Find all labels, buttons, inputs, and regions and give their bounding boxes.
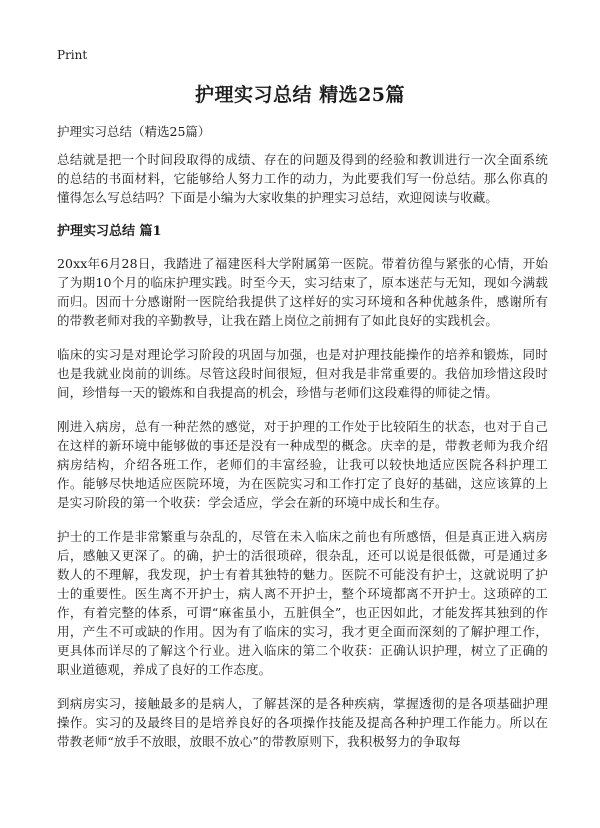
body-paragraph-3: 刚进入病房，总有一种茫然的感觉，对于护理的工作处于比较陌生的状态，也对于自己在这样的新环境中能够做的事还是没有一种成型的概念。庆幸的是，带教老师为我介绍病房结构，介绍各班工作，老师们的丰富经验，让我可以较快地适应医院各科护理工作。能够尽快地适应医院环境，为在医院实习和工作打定了良好的基础，这应该算的上是实习阶段的第一个收获：学会适应，学会在新的环境中成长和生存。 bbox=[57, 419, 548, 510]
section-heading: 护理实习总结 篇1 bbox=[57, 224, 162, 239]
body-paragraph-4: 护士的工作是非常繁重与杂乱的，尽管在未入临床之前也有所感悟，但是真正进入病房后，感触又更深了。的确，护士的活很琐碎，很杂乱，还可以说是很低微，可是通过多数人的不理解，我发现，护士有着其独特的魅力。医院不可能没有护士，这就说明了护士的重要性。医生离不开护士，病人离不开护士，整个环境都离不开护士。这琐碎的工作，有着完整的体系，可谓“麻雀虽小，五脏俱全”，也正因如此，才能发挥其独到的作用，产生不可或缺的作用。因为有了临床的实习，我才更全面而深刻的了解护理工作，更具体而详尽的了解这个行业。进入临床的第二个收获：正确认识护理，树立了正确的职业道德观，养成了良好的工作态度。 bbox=[57, 529, 548, 677]
body-paragraph-2: 临床的实习是对理论学习阶段的巩固与加强，也是对护理技能操作的培养和锻炼，同时也是我就业岗前的训练。尽管这段时间很短，但对我是非常重要的。我倍加珍惜这段时间，珍惜每一天的锻炼和自我提高的机会，珍惜与老师们这段难得的师徒之情。 bbox=[57, 347, 548, 400]
intro-paragraph: 总结就是把一个时间段取得的成绩、存在的问题及得到的经验和教训进行一次全面系统的总结的书面材料，它能够给人努力工作的动力，为此要我们写一份总结。那么你真的懂得怎么写总结吗？下面是小编为大家收集的护理实习总结，欢迎阅读与收藏。 bbox=[57, 152, 548, 205]
document-title: 护理实习总结 精选25篇 bbox=[194, 84, 406, 106]
body-paragraph-5: 到病房实习，接触最多的是病人，了解甚深的是各种疾病，掌握透彻的是各项基础护理操作。实习的及最终目的是培养良好的各项操作技能及提高各种护理工作能力。所以在带教老师“放手不放眼，放眼不放心”的带教原则下，我积极努力的争取每 bbox=[57, 696, 548, 749]
document-subtitle: 护理实习总结（精选25篇） bbox=[57, 124, 211, 139]
print-link[interactable]: Print bbox=[57, 48, 88, 62]
document-body bbox=[57, 150, 548, 766]
body-paragraph-1: 20xx年6月28日，我踏进了福建医科大学附属第一医院。带着彷徨与紧张的心情，开始了为期10个月的临床护理实践。时至今天，实习结束了，原本迷茫与无知，现如今满载而归。因而十分感谢附一医院给我提供了这样好的实习环境和各种优越条件，感谢所有的带教老师对我的辛勤教导，让我在踏上岗位之前拥有了如此良好的实践机会。 bbox=[57, 256, 548, 328]
